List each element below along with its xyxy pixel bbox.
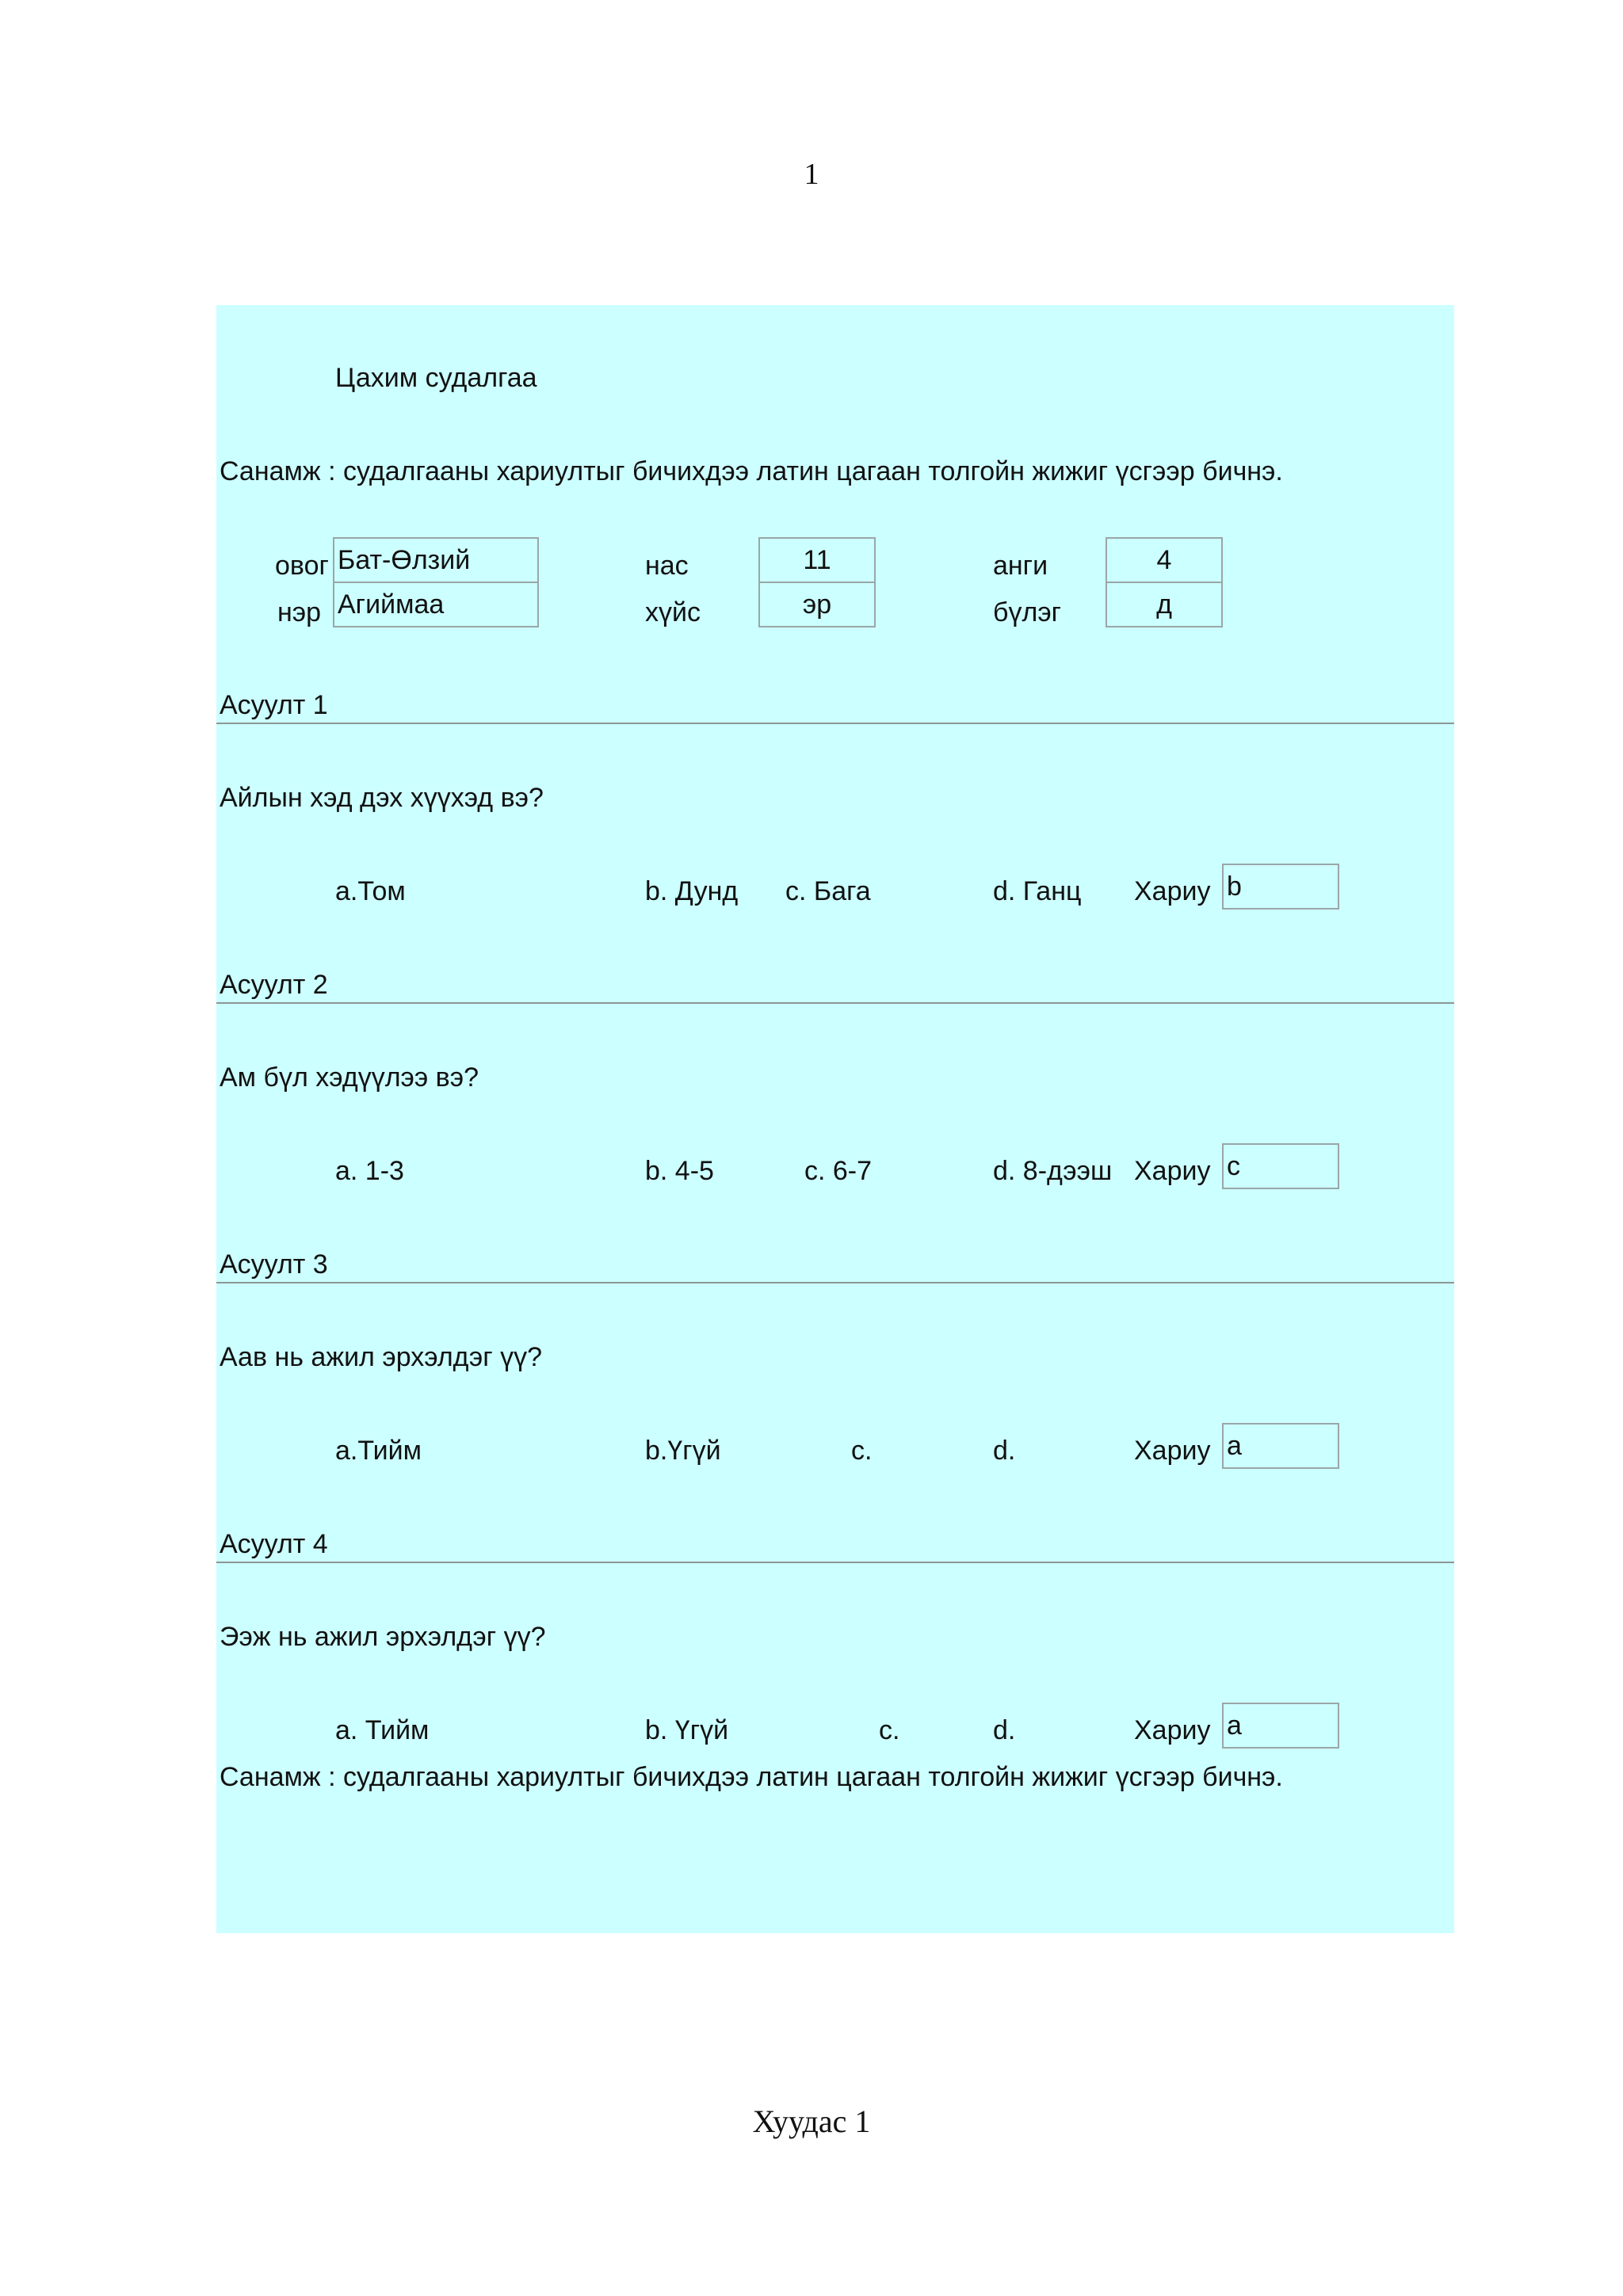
question-4-heading: Асуулт 4 — [220, 1529, 328, 1559]
question-1-text: Айлын хэд дэх хүүхэд вэ? — [220, 783, 544, 813]
question-4-divider — [216, 1562, 1454, 1563]
page-footer: Хуудас 1 — [752, 2103, 871, 2139]
name-field[interactable]: Агиймаа — [333, 582, 539, 627]
question-1-heading: Асуулт 1 — [220, 690, 328, 720]
question-2-text: Ам бүл хэдүүлээ вэ? — [220, 1062, 479, 1093]
question-3-option-b: b.Үгүй — [645, 1436, 721, 1466]
age-field[interactable]: 11 — [758, 537, 876, 583]
question-3-divider — [216, 1282, 1454, 1283]
question-3-answer-field[interactable]: a — [1222, 1423, 1339, 1469]
question-2-heading: Асуулт 2 — [220, 970, 328, 1000]
surname-label: овог — [275, 551, 329, 581]
survey-note-bottom: Санамж : судалгааны хариултыг бичихдээ латин цагаан толгойн жижиг үсгээр бичнэ. — [220, 1762, 1283, 1792]
gender-field[interactable]: эр — [758, 582, 876, 627]
question-1-answer-field[interactable]: b — [1222, 864, 1339, 910]
group-label: бүлэг — [993, 597, 1062, 627]
question-1-option-d: d. Ганц — [993, 876, 1082, 906]
question-2-option-a: a. 1-3 — [335, 1156, 404, 1186]
question-4-answer-field[interactable]: a — [1222, 1703, 1339, 1749]
class-field[interactable]: 4 — [1106, 537, 1223, 583]
age-label: нас — [645, 551, 689, 581]
question-2-option-b: b. 4-5 — [645, 1156, 714, 1186]
question-3-option-c: c. — [851, 1436, 873, 1466]
question-4-text: Ээж нь ажил эрхэлдэг үү? — [220, 1622, 546, 1652]
group-field[interactable]: д — [1106, 582, 1223, 627]
survey-title: Цахим судалгаа — [335, 363, 537, 393]
question-2-answer-field[interactable]: c — [1222, 1143, 1339, 1189]
question-2-divider — [216, 1002, 1454, 1004]
question-1-option-c: c. Бага — [785, 876, 871, 906]
question-1-answer-label: Хариу — [1134, 876, 1211, 906]
question-2-answer-label: Хариу — [1134, 1156, 1211, 1186]
question-3-answer-label: Хариу — [1134, 1436, 1211, 1466]
question-1-divider — [216, 723, 1454, 724]
survey-note: Санамж : судалгааны хариултыг бичихдээ латин цагаан толгойн жижиг үсгээр бичнэ. — [220, 456, 1283, 486]
question-3-text: Аав нь ажил эрхэлдэг үү? — [220, 1342, 542, 1372]
survey-sheet — [216, 305, 1454, 1933]
question-4-option-d: d. — [993, 1715, 1016, 1745]
page-number-top: 1 — [804, 158, 819, 191]
question-3-heading: Асуулт 3 — [220, 1249, 328, 1280]
question-4-option-b: b. Үгүй — [645, 1715, 729, 1745]
question-2-option-d: d. 8-дээш — [993, 1156, 1113, 1186]
question-1-option-a: a.Том — [335, 876, 406, 906]
question-4-option-a: a. Тийм — [335, 1715, 430, 1745]
question-1-option-b: b. Дунд — [645, 876, 739, 906]
question-3-option-a: a.Тийм — [335, 1436, 422, 1466]
question-4-answer-label: Хариу — [1134, 1715, 1211, 1745]
gender-label: хүйс — [645, 597, 701, 627]
name-label: нэр — [277, 597, 322, 627]
question-4-option-c: c. — [879, 1715, 900, 1745]
question-3-option-d: d. — [993, 1436, 1016, 1466]
question-2-option-c: c. 6-7 — [804, 1156, 873, 1186]
class-label: анги — [993, 551, 1048, 581]
surname-field[interactable]: Бат-Өлзий — [333, 537, 539, 583]
